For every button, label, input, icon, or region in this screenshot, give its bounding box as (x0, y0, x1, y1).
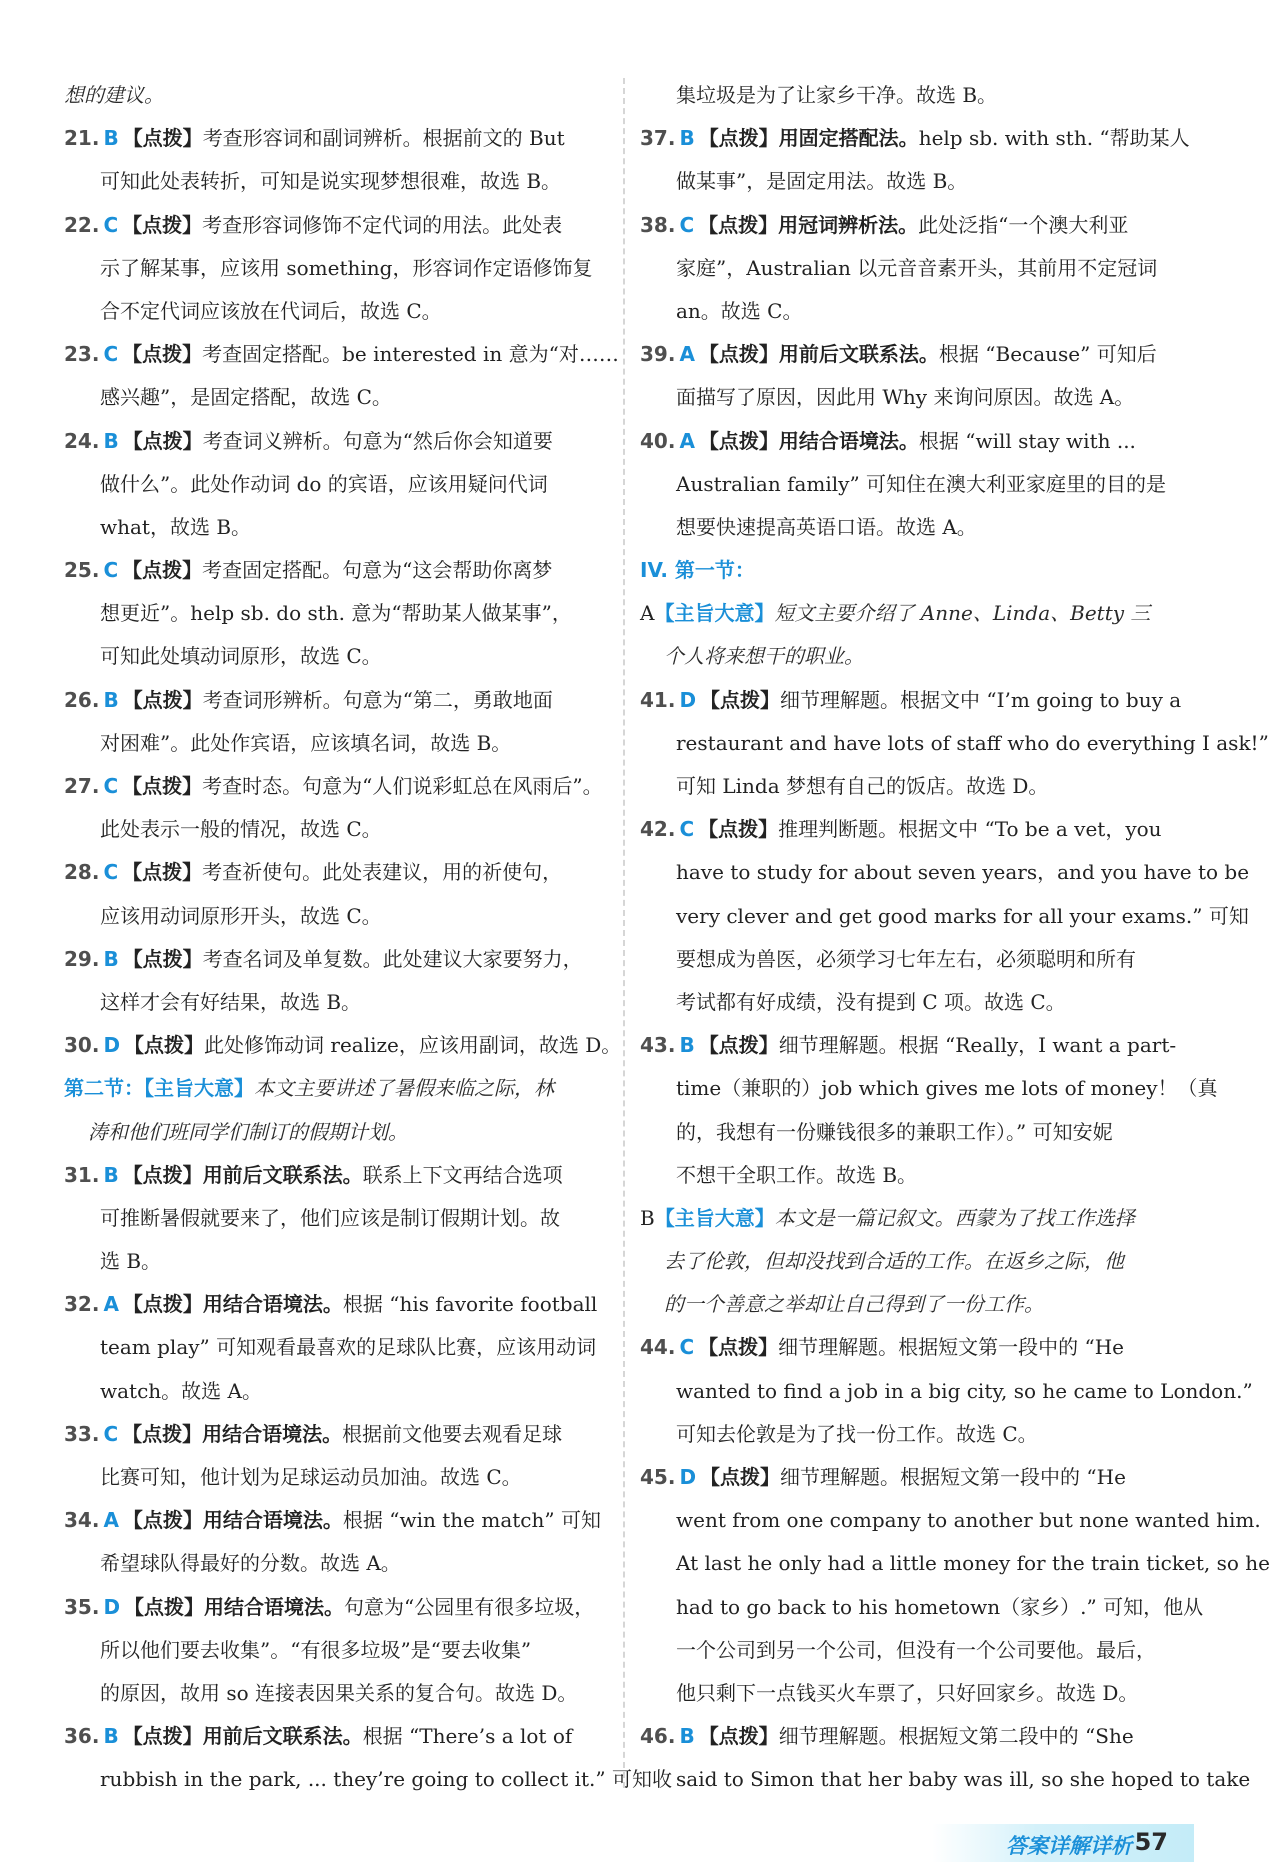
method-label: 用结合语境法。 (202, 1292, 343, 1317)
tip-label: 【点拨】 (122, 774, 203, 798)
tip-label: 【点拨】 (122, 1724, 203, 1749)
answer-letter: B (103, 126, 119, 151)
answer-letter: C (103, 558, 119, 583)
text-line (640, 506, 1186, 549)
text-line (64, 1758, 672, 1801)
explanation-text: 的原因，故用 so 连接表因果关系的复合句。故选 D。 (100, 1680, 578, 1705)
explanation-text: 考查名词及单复数。此处建议大家要努力， (202, 946, 583, 971)
explanation-text: 细节理解题。根据 “Really，I want a part- (778, 1033, 1177, 1058)
explanation-text: 根据 “There’s a lot of (362, 1724, 573, 1749)
answer-letter: C (103, 774, 119, 798)
text-line (64, 160, 610, 203)
text-line (640, 635, 1186, 678)
tip-label: 【点拨】 (122, 126, 203, 151)
question-number: 42. (640, 817, 676, 842)
explanation-text: 所以他们要去收集”。“有很多垃圾”是“要去收集” (100, 1637, 532, 1662)
method-label: 用前后文联系法。 (202, 1724, 363, 1749)
question-number: 23. (64, 342, 100, 367)
answer-letter: B (103, 1724, 119, 1749)
text-line (64, 1111, 610, 1154)
tip-label: 【点拨】 (122, 1508, 203, 1533)
answer-letter: C (103, 860, 119, 885)
text-line (64, 981, 610, 1024)
explanation-text: 根据 “win the match” 可知 (342, 1508, 601, 1533)
text-line (640, 938, 1186, 981)
text-line (640, 1586, 1204, 1629)
explanation-text: 想更近”。help sb. do sth. 意为“帮助某人做某事”， (100, 601, 572, 626)
answer-letter: A (679, 342, 695, 367)
explanation-text: wanted to find a job in a big city, so he came to London.” (676, 1378, 1253, 1403)
explanation-text: very clever and get good marks for all your exams.” 可知 (676, 903, 1249, 928)
explanation-text: 根据 “will stay with ... (918, 428, 1136, 453)
explanation-text: 考查固定搭配。句意为“这会帮助你离梦 (202, 558, 553, 583)
explanation-text: 细节理解题。根据短文第一段中的 “He (778, 1335, 1124, 1360)
explanation-text: 推理判断题。根据文中 “To be a vet，you (778, 817, 1162, 842)
explanation-text: time（兼职的）job which gives me lots of money！（真 (676, 1076, 1218, 1101)
text-line (640, 1629, 1186, 1672)
explanation-text: 希望球队得最好的分数。故选 A。 (100, 1551, 401, 1576)
text-line (640, 765, 1186, 808)
explanation-text: 的一个善意之举却让自己得到了一份工作。 (664, 1292, 1044, 1317)
text-line (64, 463, 610, 506)
explanation-text: 可知去伦敦是为了找一份工作。故选 C。 (676, 1421, 1038, 1446)
explanation-text: 考查时态。句意为“人们说彩虹总在风雨后”。 (202, 774, 603, 798)
answer-letter: C (103, 342, 119, 367)
method-label: 用结合语境法。 (202, 1421, 343, 1446)
answer-item (64, 1154, 610, 1197)
answer-letter: D (679, 687, 697, 712)
question-number: 21. (64, 126, 100, 151)
explanation-text: 本文是一篇记叙文。西蒙为了找工作选择 (774, 1205, 1135, 1230)
page-footer (932, 1824, 1194, 1862)
text-line (64, 1370, 610, 1413)
explanation-text: 想要快速提高英语口语。故选 A。 (676, 514, 977, 539)
question-number: 25. (64, 558, 100, 583)
tip-label: 【点拨】 (122, 212, 203, 237)
text-line (640, 1154, 1186, 1197)
text-line (640, 981, 1186, 1024)
text-line (640, 1758, 1251, 1801)
text-line (640, 1370, 1253, 1413)
answer-item (64, 1024, 622, 1067)
answer-item (64, 765, 610, 808)
explanation-text: restaurant and have lots of staff who do everything I ask!” (676, 730, 1269, 755)
explanation-text: 示了解某事，应该用 something，形容词作定语修饰复 (100, 255, 593, 280)
explanation-text: 想的建议。 (64, 83, 164, 107)
explanation-text: 选 B。 (100, 1249, 162, 1274)
question-number: 39. (640, 342, 676, 367)
explanation-text: 根据 “Because” 可知后 (938, 342, 1157, 367)
text-line (64, 376, 610, 419)
text-line (64, 74, 610, 117)
answer-item (64, 333, 619, 376)
text-line (64, 635, 610, 678)
text-line (64, 506, 610, 549)
page-number: 57 (1134, 1828, 1168, 1856)
explanation-text: 做什么”。此处作动词 do 的宾语，应该用疑问代词 (100, 471, 548, 496)
explanation-text: 他只剩下一点钱买火车票了，只好回家乡。故选 D。 (676, 1680, 1139, 1705)
tip-label: 【点拨】 (700, 687, 781, 712)
method-label: 用前后文联系法。 (778, 342, 939, 367)
explanation-text: 去了伦敦，但却没找到合适的工作。在返乡之际，他 (664, 1249, 1124, 1274)
answer-item (640, 204, 1186, 247)
explanation-text: 感兴趣”，是固定搭配，故选 C。 (100, 385, 392, 410)
text-line (64, 1326, 610, 1369)
question-number: 27. (64, 774, 100, 798)
method-label: 用冠词辨析法。 (778, 212, 919, 237)
explanation-text: 考查词义辨析。句意为“然后你会知道要 (202, 428, 553, 453)
answer-letter: B (103, 428, 119, 453)
explanation-text: had to go back to his hometown（家乡）.” 可知，他从 (676, 1594, 1204, 1619)
question-number: 43. (640, 1033, 676, 1058)
answer-item (64, 1283, 610, 1326)
explanation-text: help sb. with sth. “帮助某人 (918, 126, 1190, 151)
question-number: 36. (64, 1724, 100, 1749)
explanation-text: rubbish in the park, ... they’re going to collect it.” 可知收 (100, 1767, 672, 1792)
text-line (64, 1542, 610, 1585)
text-line (64, 1456, 610, 1499)
explanation-text: 合不定代词应该放在代词后，故选 C。 (100, 298, 442, 323)
text-line (640, 1542, 1270, 1585)
text-line (64, 592, 610, 635)
text-line (640, 290, 1186, 333)
text-line (640, 1197, 1186, 1240)
text-line (640, 1413, 1186, 1456)
right-column (640, 74, 1270, 1802)
explanation-text: 考查固定搭配。be interested in 意为“对…… (202, 342, 619, 367)
question-number: 38. (640, 212, 676, 237)
answer-letter: C (679, 212, 695, 237)
explanation-text: At last he only had a little money for the train ticket, so he (676, 1551, 1270, 1576)
tip-label: 【点拨】 (122, 428, 203, 453)
tip-label: 【点拨】 (124, 1033, 205, 1058)
explanation-text: 集垃圾是为了让家乡干净。故选 B。 (676, 83, 998, 107)
question-number: 41. (640, 687, 676, 712)
text-line (64, 1629, 610, 1672)
question-number: 35. (64, 1594, 100, 1619)
explanation-text: 考查词形辨析。句意为“第二，勇敢地面 (202, 687, 553, 712)
tip-label: 【点拨】 (698, 428, 779, 453)
answer-letter: B (103, 1162, 119, 1187)
explanation-text: 句意为“公园里有很多垃圾， (344, 1594, 595, 1619)
answer-item (640, 420, 1186, 463)
explanation-text: 考查祈使句。此处表建议，用的祈使句， (202, 860, 563, 885)
answer-item (64, 204, 610, 247)
tip-label: 【点拨】 (122, 1292, 203, 1317)
question-number: 34. (64, 1508, 100, 1533)
answer-letter: D (103, 1594, 121, 1619)
text-line (64, 1197, 610, 1240)
question-number: 22. (64, 212, 100, 237)
answer-letter: C (103, 1421, 119, 1446)
question-number: 46. (640, 1724, 676, 1749)
answer-item (64, 1586, 610, 1629)
text-line (640, 74, 1186, 117)
section-title: 第二节： (64, 1076, 144, 1101)
explanation-text: 这样才会有好结果，故选 B。 (100, 989, 362, 1014)
answer-item (640, 1326, 1186, 1369)
answer-letter: A (103, 1292, 119, 1317)
text-line (640, 1499, 1261, 1542)
question-number: 44. (640, 1335, 676, 1360)
passage-label: A (640, 601, 655, 626)
main-idea-label: 【主旨大意】 (144, 1076, 254, 1101)
answer-item (64, 1499, 610, 1542)
explanation-text: 可知此处填动词原形，故选 C。 (100, 644, 382, 669)
question-number: 33. (64, 1421, 100, 1446)
explanation-text: 比赛可知，他计划为足球运动员加油。故选 C。 (100, 1465, 522, 1489)
text-line (64, 722, 610, 765)
explanation-text: 细节理解题。根据短文第一段中的 “He (780, 1465, 1126, 1489)
explanation-text: watch。故选 A。 (100, 1378, 262, 1403)
answer-item (640, 1715, 1186, 1758)
method-label: 用前后文联系法。 (202, 1162, 363, 1187)
explanation-text: 个人将来想干的职业。 (664, 644, 864, 669)
explanation-text: 涛和他们班同学们制订的假期计划。 (88, 1119, 408, 1144)
tip-label: 【点拨】 (698, 126, 779, 151)
tip-label: 【点拨】 (122, 1421, 203, 1446)
section-title: IV. 第一节： (640, 558, 755, 583)
footer-label: 答案详解详析 (1006, 1834, 1132, 1858)
answer-item (640, 333, 1186, 376)
question-number: 32. (64, 1292, 100, 1317)
main-idea-label: 【主旨大意】 (654, 1205, 775, 1230)
explanation-text: 应该用动词原形开头，故选 C。 (100, 903, 382, 928)
answer-item (64, 938, 610, 981)
tip-label: 【点拨】 (122, 342, 203, 367)
explanation-text: 此处表示一般的情况，故选 C。 (100, 817, 382, 842)
answer-letter: A (103, 1508, 119, 1533)
explanation-text: 可推断暑假就要来了，他们应该是制订假期计划。故 (100, 1205, 560, 1230)
text-line (640, 1111, 1186, 1154)
explanation-text: 要想成为兽医，必须学习七年左右，必须聪明和所有 (676, 946, 1136, 971)
explanation-text: 本文主要讲述了暑假来临之际，林 (254, 1076, 554, 1101)
answer-letter: B (679, 1724, 695, 1749)
explanation-text: team play” 可知观看最喜欢的足球队比赛，应该用动词 (100, 1335, 597, 1360)
answer-letter: B (103, 687, 119, 712)
question-number: 26. (64, 687, 100, 712)
text-line (640, 247, 1186, 290)
tip-label: 【点拨】 (698, 817, 779, 842)
question-number: 37. (640, 126, 676, 151)
tip-label: 【点拨】 (698, 1724, 779, 1749)
method-label: 用结合语境法。 (202, 1508, 343, 1533)
question-number: 29. (64, 946, 100, 971)
answer-letter: D (103, 1033, 121, 1058)
text-line (64, 1240, 610, 1283)
text-line (640, 1672, 1186, 1715)
tip-label: 【点拨】 (122, 558, 203, 583)
explanation-text: 可知此处表转折，可知是说实现梦想很难，故选 B。 (100, 169, 562, 194)
text-line (640, 463, 1186, 506)
explanation-text: Australian family” 可知住在澳大利亚家庭里的目的是 (676, 471, 1167, 496)
tip-label: 【点拨】 (122, 946, 203, 971)
answer-item (64, 549, 610, 592)
text-line (64, 247, 610, 290)
column-divider (623, 78, 625, 1788)
answer-letter: C (103, 212, 119, 237)
tip-label: 【点拨】 (122, 860, 203, 885)
explanation-text: 可知 Linda 梦想有自己的饭店。故选 D。 (676, 774, 1049, 798)
explanation-text: 不想干全职工作。故选 B。 (676, 1162, 918, 1187)
explanation-text: what，故选 B。 (100, 514, 252, 539)
question-number: 30. (64, 1033, 100, 1058)
text-line (640, 160, 1186, 203)
answer-item (640, 1024, 1186, 1067)
explanation-text: 一个公司到另一个公司，但没有一个公司要他。最后， (676, 1637, 1156, 1662)
text-line (640, 1067, 1218, 1110)
main-idea-label: 【主旨大意】 (654, 601, 775, 626)
explanation-text: went from one company to another but none wanted him. (676, 1508, 1261, 1533)
explanation-text: 根据前文他要去观看足球 (342, 1421, 563, 1446)
answer-letter: B (679, 1033, 695, 1058)
section-heading (640, 549, 1186, 592)
tip-label: 【点拨】 (698, 342, 779, 367)
text-line (640, 851, 1250, 894)
tip-label: 【点拨】 (698, 1335, 779, 1360)
answer-item (64, 851, 610, 894)
explanation-text: said to Simon that her baby was ill, so she hoped to take (676, 1767, 1251, 1792)
method-label: 用结合语境法。 (204, 1594, 345, 1619)
text-line (640, 1283, 1186, 1326)
text-line (64, 808, 610, 851)
method-label: 用固定搭配法。 (778, 126, 919, 151)
explanation-text: 面描写了原因，因此用 Why 来询问原因。故选 A。 (676, 385, 1135, 410)
text-line (640, 895, 1249, 938)
explanation-text: 考查形容词和副词辨析。根据前文的 But (202, 126, 565, 151)
tip-label: 【点拨】 (700, 1465, 781, 1489)
tip-label: 【点拨】 (122, 687, 203, 712)
text-line (640, 376, 1186, 419)
text-line (64, 290, 610, 333)
answer-item (64, 1413, 610, 1456)
answer-item (640, 679, 1186, 722)
question-number: 40. (640, 428, 676, 453)
text-line (640, 592, 1186, 635)
explanation-text: 家庭”，Australian 以元音音素开头，其前用不定冠词 (676, 255, 1158, 280)
explanation-text: 联系上下文再结合选项 (362, 1162, 563, 1187)
explanation-text: 做某事”，是固定用法。故选 B。 (676, 169, 968, 194)
tip-label: 【点拨】 (124, 1594, 205, 1619)
explanation-text: 细节理解题。根据文中 “I’m going to buy a (780, 687, 1182, 712)
tip-label: 【点拨】 (698, 1033, 779, 1058)
explanation-text: an。故选 C。 (676, 298, 803, 323)
text-line (640, 1240, 1186, 1283)
explanation-text: 根据 “his favorite football (342, 1292, 598, 1317)
answer-letter: C (679, 817, 695, 842)
method-label: 用结合语境法。 (778, 428, 919, 453)
question-number: 24. (64, 428, 100, 453)
answer-item (64, 679, 610, 722)
answer-letter: B (103, 946, 119, 971)
answer-item (640, 808, 1186, 851)
answer-item (64, 420, 610, 463)
explanation-text: 考查形容词修饰不定代词的用法。此处表 (202, 212, 563, 237)
tip-label: 【点拨】 (122, 1162, 203, 1187)
question-number: 28. (64, 860, 100, 885)
answer-item (64, 117, 610, 160)
tip-label: 【点拨】 (698, 212, 779, 237)
explanation-text: 此处修饰动词 realize，应该用副词，故选 D。 (204, 1033, 622, 1058)
passage-label: B (640, 1205, 655, 1230)
explanation-text: 短文主要介绍了 Anne、Linda、Betty 三 (774, 601, 1151, 626)
explanation-text: 此处泛指“一个澳大利亚 (918, 212, 1129, 237)
answer-item (64, 1715, 610, 1758)
text-line (640, 722, 1269, 765)
answer-item (640, 1456, 1186, 1499)
explanation-text: have to study for about seven years，and you have to be (676, 860, 1250, 885)
question-number: 31. (64, 1162, 100, 1187)
answer-letter: A (679, 428, 695, 453)
explanation-text: 的，我想有一份赚钱很多的兼职工作）。” 可知安妮 (676, 1119, 1113, 1144)
text-line (64, 1672, 610, 1715)
answer-letter: D (679, 1465, 697, 1489)
explanation-text: 细节理解题。根据短文第二段中的 “She (778, 1724, 1134, 1749)
question-number: 45. (640, 1465, 676, 1489)
answer-item (640, 117, 1190, 160)
text-line (64, 895, 610, 938)
explanation-text: 对困难”。此处作宾语，应该填名词，故选 B。 (100, 730, 512, 755)
explanation-text: 考试都有好成绩，没有提到 C 项。故选 C。 (676, 989, 1066, 1014)
answer-letter: B (679, 126, 695, 151)
answer-letter: C (679, 1335, 695, 1360)
section-heading (64, 1067, 610, 1110)
